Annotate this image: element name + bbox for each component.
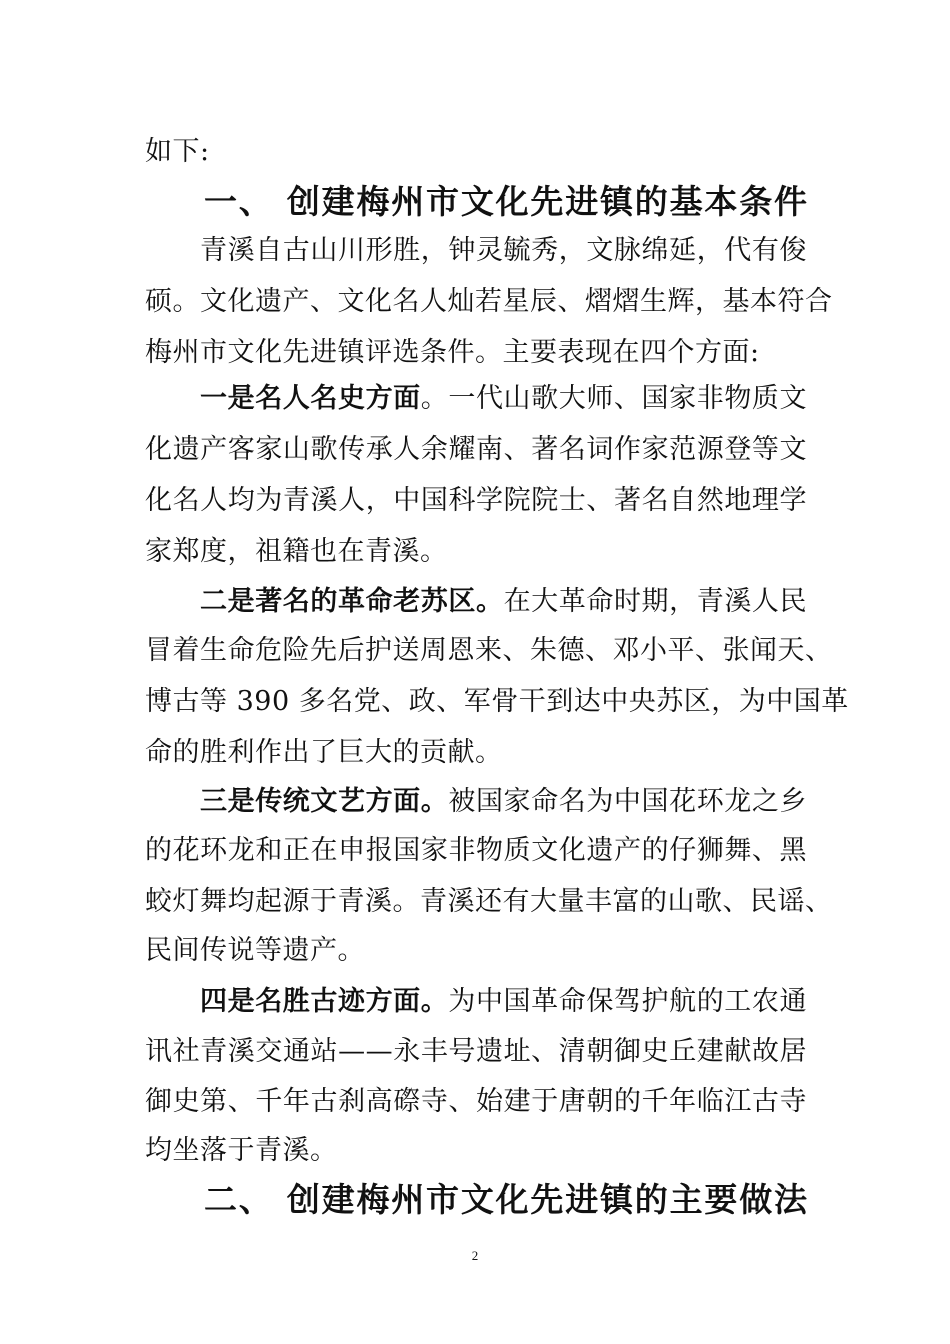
intro-line: 如下: bbox=[145, 136, 210, 167]
section1-intro-line-3: 梅州市文化先进镇评选条件。主要表现在四个方面: bbox=[145, 337, 760, 368]
point-1-line-3: 化名人均为青溪人，中国科学院院士、著名自然地理学 bbox=[145, 485, 807, 516]
point-1-title: 一是名人名史方面 bbox=[200, 383, 421, 414]
point-1-first-line bbox=[200, 382, 807, 416]
point-3-first-line-rest: 被国家命名为中国花环龙之乡 bbox=[448, 786, 808, 817]
point-2-line-3: 博古等 390 多名党、政、军骨干到达中央苏区，为中国革 bbox=[145, 686, 849, 717]
point-2-first-line bbox=[200, 585, 807, 619]
point-3-line-2: 的花环龙和正在申报国家非物质文化遗产的仔狮舞、黑 bbox=[145, 835, 807, 866]
point-4-first-line bbox=[200, 985, 807, 1019]
point-4-first-line-rest: 为中国革命保驾护航的工农通 bbox=[448, 986, 808, 1017]
point-4-title: 四是名胜古迹方面。 bbox=[200, 986, 449, 1017]
point-1-first-line-rest: 。一代山歌大师、国家非物质文 bbox=[420, 383, 808, 414]
section1-heading: 一、 创建梅州市文化先进镇的基本条件 bbox=[204, 182, 808, 221]
point-1-line-2: 化遗产客家山歌传承人余耀南、著名词作家范源登等文 bbox=[145, 434, 807, 465]
section1-intro-line-1: 青溪自古山川形胜，钟灵毓秀，文脉绵延，代有俊 bbox=[200, 235, 807, 266]
page-number: 2 bbox=[471, 1248, 479, 1263]
point-2-title: 二是著名的革命老苏区。 bbox=[200, 586, 504, 617]
point-2-line-4: 命的胜利作出了巨大的贡献。 bbox=[145, 737, 503, 768]
point-2-line-2: 冒着生命危险先后护送周恩来、朱德、邓小平、张闻天、 bbox=[145, 635, 833, 666]
section1-intro-line-2: 硕。文化遗产、文化名人灿若星辰、熠熠生辉，基本符合 bbox=[145, 286, 833, 317]
point-4-line-3: 御史第、千年古刹高磜寺、始建于唐朝的千年临江古寺 bbox=[145, 1086, 807, 1117]
section2-heading: 二、 创建梅州市文化先进镇的主要做法 bbox=[204, 1180, 808, 1219]
point-3-line-3: 蛟灯舞均起源于青溪。青溪还有大量丰富的山歌、民谣、 bbox=[145, 886, 833, 917]
point-3-first-line bbox=[200, 785, 807, 819]
point-4-line-4: 均坐落于青溪。 bbox=[145, 1135, 338, 1166]
point-2-first-line-rest: 在大革命时期，青溪人民 bbox=[503, 586, 808, 617]
point-3-line-4: 民间传说等遗产。 bbox=[145, 935, 365, 966]
point-1-line-4: 家郑度，祖籍也在青溪。 bbox=[145, 536, 448, 567]
point-3-title: 三是传统文艺方面。 bbox=[200, 786, 449, 817]
point-4-line-2: 讯社青溪交通站——永丰号遗址、清朝御史丘建献故居 bbox=[145, 1036, 807, 1067]
